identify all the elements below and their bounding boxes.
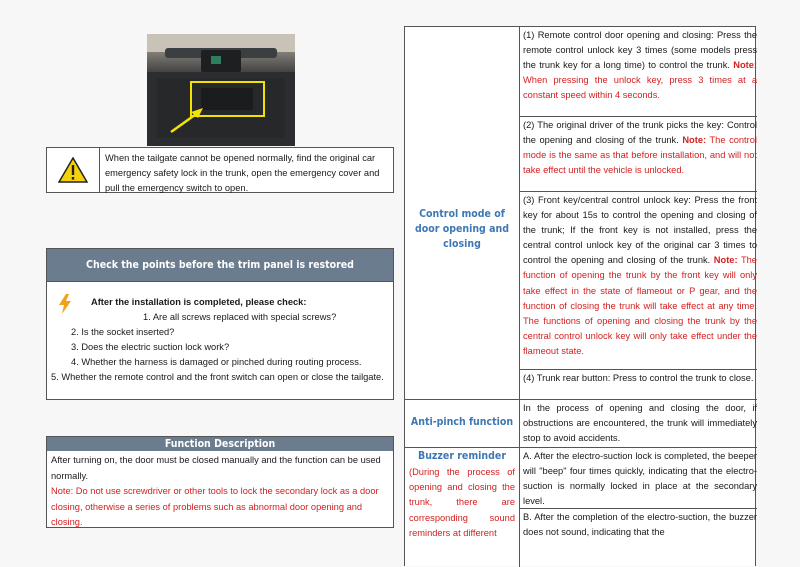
item-3-text: (3) Front key/central control unlock key: Press the front key for about 15s to control the opening and closing of the trunk; If the front key is not installed, press the central control unlock key of the original car 3 times to control the opening and closing of the trunk. [523, 195, 757, 266]
buzzer-item-a: A. After the electro-suction lock is completed, the beeper will "beep" four times quickly, indicating that the electro-suction is normally locked in place at the secondary level. [523, 451, 757, 507]
function-description-box [46, 436, 394, 528]
control-mode-item-1 [519, 27, 757, 116]
control-mode-item-2 [519, 117, 757, 191]
buzzer-title: Buzzer reminder [418, 450, 506, 462]
function-table [404, 26, 756, 566]
item-3-note: The function of opening the trunk by the front key will only take effect in the state of flameout or P gear, and the function of closing the trunk will take effect at any time. The functions of opening and closing the trunk by the central control unlock key will only take effect under the flameout state. [523, 255, 757, 356]
checklist-intro: After the installation is completed, please check: [91, 297, 307, 307]
emergency-warning-box [46, 147, 394, 193]
control-mode-label-cell [405, 27, 520, 413]
function-description-body [51, 453, 389, 531]
lightning-icon [57, 294, 73, 319]
checklist-box [46, 248, 394, 400]
item-2-text: (2) The original driver of the trunk picks the key: Control the opening and closing of the trunk. [523, 120, 757, 146]
checklist-item: 3. Does the electric suction lock work? [71, 342, 230, 352]
checklist-item: 4. Whether the harness is damaged or pinched during routing process. [71, 357, 362, 367]
control-mode-item-3 [519, 192, 757, 368]
anti-pinch-title: Anti-pinch function [410, 416, 514, 428]
item-2-note-label: Note: [682, 135, 707, 146]
anti-pinch-text: In the process of opening and closing the door, if obstructions are encountered, the trunk will immediately stop to avoid accidents. [523, 403, 757, 444]
item-1-note-label: Note: [733, 60, 757, 71]
function-description-text: After turning on, the door must be closed manually and the function can be used normally. [51, 455, 381, 481]
function-description-header: Function Description [47, 437, 393, 451]
warning-icon-cell [47, 148, 100, 192]
item-2-note: The control mode is the same as that before installation, and will not take effect until the vehicle is unlocked. [523, 135, 757, 176]
item-1-note: When pressing the unlock key, press 3 times at a constant speed within 4 seconds. [523, 75, 757, 101]
checklist-item: 2. Is the socket inserted? [71, 327, 175, 337]
buzzer-label-cell [405, 448, 520, 567]
checklist-body [47, 281, 393, 400]
checklist-item: 1. Are all screws replaced with special screws? [143, 312, 337, 322]
anti-pinch-label-cell [405, 400, 520, 447]
control-mode-item-4: (4) Trunk rear button: Press to control the trunk to close. [523, 373, 754, 383]
checklist-header: Check the points before the trim panel is restored [47, 249, 393, 281]
trunk-photo [147, 34, 295, 146]
warning-icon [58, 157, 88, 183]
control-mode-title: Control mode of door opening and closing [415, 208, 509, 250]
item-3-note-label: Note: [713, 255, 738, 266]
checklist-item: 5. Whether the remote control and the front switch can open or close the tailgate. [51, 372, 384, 382]
item-1-text: (1) Remote control door opening and closing: Press the remote control unlock key 3 times (some models press the trunk key for a long time) to control the trunk. [523, 30, 757, 71]
warning-text: When the tailgate cannot be opened normally, find the original car emergency safety lock in the trunk, open the emergency cover and pull the emergency switch to open. [105, 153, 380, 193]
trunk-photo-illustration [147, 34, 295, 146]
buzzer-subtitle: (During the process of opening and closing the trunk, there are corresponding sound reminders at different [409, 467, 515, 538]
buzzer-item-b: B. After the completion of the electro-suction, the buzzer does not sound, indicating that the [523, 512, 757, 538]
function-description-note: Note: Do not use screwdriver or other tools to lock the secondary lock as a door closing, otherwise a series of problems such as abnormal door opening and closing. [51, 486, 379, 527]
